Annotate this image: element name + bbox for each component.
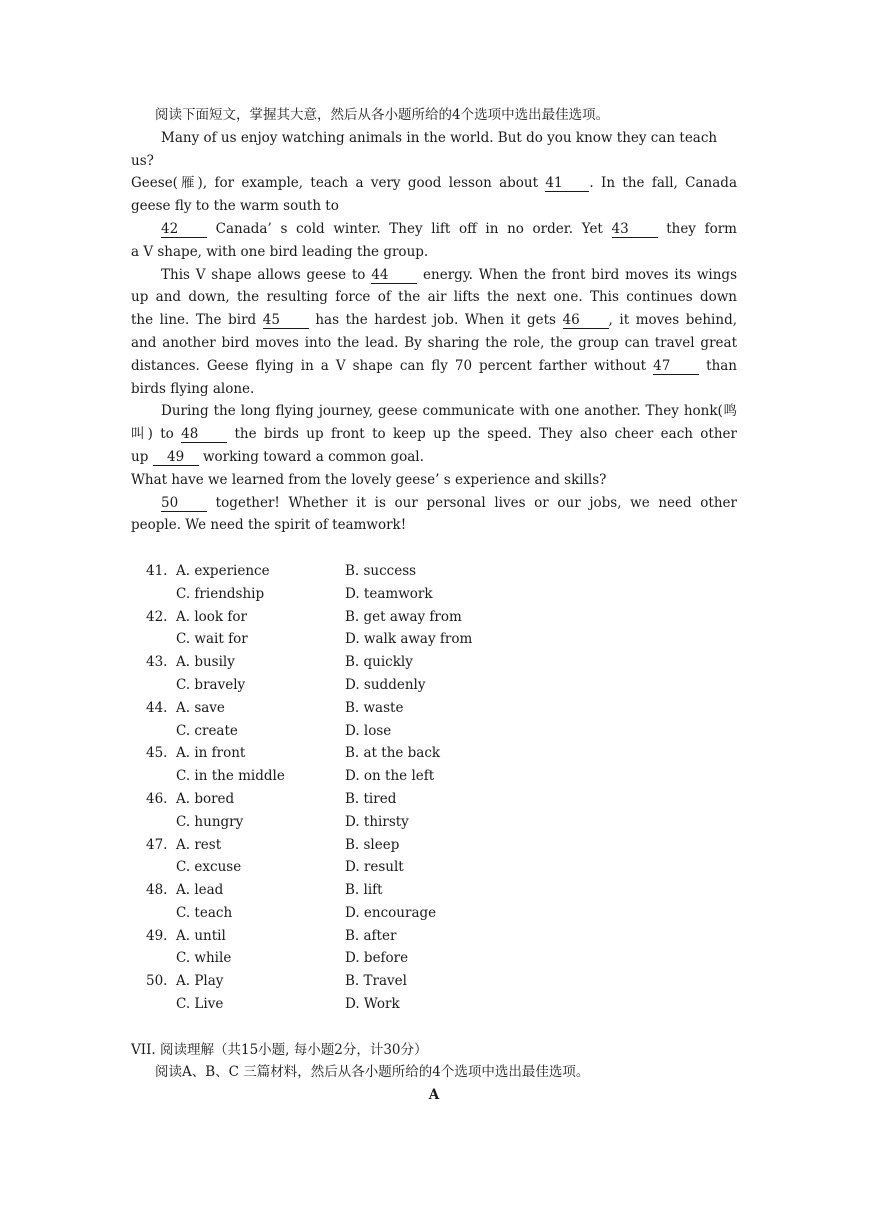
blank-45: 45 (263, 313, 309, 329)
question-number: 43. (146, 654, 168, 671)
passage-line (131, 218, 737, 241)
passage-line: up and down, the resulting force of the air lifts the next one. This continues down (131, 289, 737, 306)
option-a[interactable]: A. experience (176, 562, 270, 579)
passage-text: working toward a common goal. (202, 448, 424, 465)
option-c[interactable]: C. bravely (176, 676, 246, 693)
option-c[interactable]: C. teach (176, 904, 233, 921)
question-row (131, 765, 737, 788)
passage-text: , it moves behind, (608, 312, 738, 329)
option-a[interactable]: A. lead (176, 882, 224, 899)
option-a[interactable]: A. rest (176, 836, 222, 853)
blank-42: 42 (161, 222, 207, 238)
option-c[interactable]: C. wait for (176, 631, 248, 648)
question-row (131, 879, 737, 902)
section-instruction: 阅读A、B、C 三篇材料，然后从各小题所给的4个选项中选出最佳选项。 (155, 1064, 590, 1081)
option-c[interactable]: C. while (176, 950, 232, 967)
passage-text: the line. The bird (131, 312, 257, 329)
passage-line: a V shape, with one bird leading the group. (131, 243, 429, 260)
option-d[interactable]: D. teamwork (345, 585, 433, 602)
question-number: 41. (146, 562, 168, 579)
option-d[interactable]: D. thirsty (345, 813, 409, 830)
option-a[interactable]: A. in front (176, 745, 246, 762)
passage-line (131, 309, 737, 332)
option-a[interactable]: A. busily (176, 654, 235, 671)
question-row (131, 697, 737, 720)
option-c[interactable]: C. Live (176, 996, 224, 1013)
passage-text: up (131, 448, 149, 465)
question-row (131, 628, 737, 651)
option-d[interactable]: D. suddenly (345, 676, 426, 693)
blank-50: 50 (161, 496, 207, 512)
question-row (131, 606, 737, 629)
passage-text: than (706, 357, 738, 374)
option-b[interactable]: B. quickly (345, 654, 413, 671)
question-row (131, 720, 737, 743)
passage-line (131, 355, 737, 378)
question-row (131, 811, 737, 834)
option-a[interactable]: A. until (176, 927, 226, 944)
passage-text: . In the fall, Canada (589, 175, 737, 192)
option-b[interactable]: B. after (345, 927, 397, 944)
passage-line: people. We need the spirit of teamwork! (131, 517, 407, 534)
blank-47: 47 (653, 359, 699, 375)
question-number: 47. (146, 836, 168, 853)
option-b[interactable]: B. at the back (345, 745, 441, 762)
option-b[interactable]: B. tired (345, 790, 397, 807)
passage-line (131, 492, 737, 515)
blank-46: 46 (563, 313, 609, 329)
question-row (131, 856, 737, 879)
passage-line (131, 423, 737, 446)
question-row (131, 560, 737, 583)
blank-43: 43 (612, 222, 658, 238)
passage-text: 叫) to (131, 426, 174, 443)
option-d[interactable]: D. result (345, 859, 404, 876)
passage-line: us? (131, 152, 154, 169)
passage-text: energy. When the front bird moves its wings (423, 266, 737, 283)
passage-text: has the hardest job. When it gets (315, 312, 556, 329)
question-row (131, 902, 737, 925)
cloze-instruction: 阅读下面短文，掌握其大意，然后从各小题所给的4个选项中选出最佳选项。 (155, 107, 610, 123)
option-a[interactable]: A. look for (176, 608, 247, 625)
section-title: VII. 阅读理解（共15小题, 每小题2分，计30分） (131, 1041, 428, 1058)
question-row (131, 947, 737, 970)
blank-49: 49 (153, 450, 199, 466)
passage-line: What have we learned from the lovely geese’ s experience and skills? (131, 471, 607, 488)
question-row (131, 788, 737, 811)
question-row (131, 993, 737, 1016)
passage-line (131, 264, 737, 287)
blank-44: 44 (371, 268, 417, 284)
question-row (131, 742, 737, 765)
passage-text: they form (666, 220, 737, 237)
option-d[interactable]: D. before (345, 950, 409, 967)
question-row (131, 651, 737, 674)
passage-line: Many of us enjoy watching animals in the world. But do you know they can teach (161, 129, 718, 146)
passage-line: and another bird moves into the lead. By sharing the role, the group can travel great (131, 334, 737, 351)
passage-text: the birds up front to keep up the speed. They also cheer each other (234, 426, 737, 443)
option-c[interactable]: C. friendship (176, 585, 265, 602)
question-number: 48. (146, 882, 168, 899)
section-label: A (428, 1087, 440, 1104)
option-b[interactable]: B. lift (345, 882, 383, 899)
question-number: 45. (146, 745, 168, 762)
option-d[interactable]: D. lose (345, 722, 392, 739)
option-b[interactable]: B. Travel (345, 973, 407, 990)
question-number: 42. (146, 608, 168, 625)
question-row (131, 970, 737, 993)
passage-text: This V shape allows geese to (161, 266, 366, 283)
option-a[interactable]: A. Play (176, 973, 224, 990)
option-c[interactable]: C. hungry (176, 813, 244, 830)
options-list (131, 560, 737, 1016)
question-number: 46. (146, 790, 168, 807)
question-row (131, 925, 737, 948)
passage-text: distances. Geese flying in a V shape can fly 70 percent farther without (131, 357, 647, 374)
option-d[interactable]: D. encourage (345, 904, 437, 921)
option-b[interactable]: B. get away from (345, 608, 462, 625)
question-row (131, 834, 737, 857)
blank-48: 48 (181, 427, 227, 443)
option-d[interactable]: D. walk away from (345, 631, 473, 648)
passage-line: geese fly to the warm south to (131, 198, 339, 215)
option-a[interactable]: A. save (176, 699, 225, 716)
option-c[interactable]: C. in the middle (176, 768, 285, 785)
option-a[interactable]: A. bored (176, 790, 235, 807)
option-d[interactable]: D. Work (345, 996, 400, 1013)
reading-section (131, 1039, 737, 1107)
passage-line: birds flying alone. (131, 380, 255, 397)
question-number: 49. (146, 927, 168, 944)
question-row (131, 674, 737, 697)
question-number: 44. (146, 699, 168, 716)
passage-line (131, 172, 737, 195)
option-b[interactable]: B. waste (345, 699, 404, 716)
worksheet-page (131, 104, 737, 1107)
passage-text: Canada’ s cold winter. They lift off in no order. Yet (215, 220, 603, 237)
option-c[interactable]: C. create (176, 722, 238, 739)
passage-text: together! Whether it is our personal lives or our jobs, we need other (215, 494, 737, 511)
question-number: 50. (146, 973, 168, 990)
passage-line: During the long flying journey, geese communicate with one another. They honk(鸣 (161, 403, 737, 420)
option-d[interactable]: D. on the left (345, 768, 435, 785)
option-b[interactable]: B. success (345, 562, 417, 579)
option-c[interactable]: C. excuse (176, 859, 242, 876)
option-b[interactable]: B. sleep (345, 836, 400, 853)
passage-line (131, 446, 737, 469)
question-row (131, 583, 737, 606)
blank-41: 41 (545, 176, 589, 192)
passage-text: Geese(雁), for example, teach a very good lesson about (131, 175, 539, 192)
